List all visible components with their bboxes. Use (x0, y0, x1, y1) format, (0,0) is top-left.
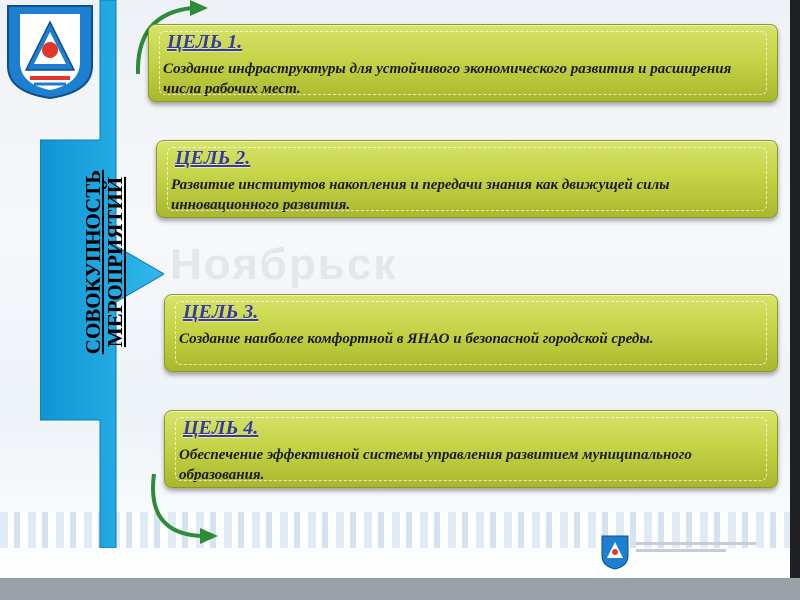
bottom-bar (0, 578, 800, 600)
goal-2-card (156, 140, 778, 218)
measures-title: СОВОКУПНОСТЬ МЕРОПРИЯТИЙ (81, 169, 127, 355)
goal-2-text: Развитие институтов накопления и передачи знания как движущей силы инновационного развития. (171, 177, 670, 213)
small-coat-of-arms-icon (600, 534, 630, 570)
goal-4-card (164, 410, 778, 488)
goal-4-text: Обеспечение эффективной системы управления развитием муниципального образования. (179, 447, 692, 483)
goal-1-title: ЦЕЛЬ 1. (167, 31, 243, 53)
background-watermark: Ноябрьск (170, 240, 398, 289)
goal-3-card (164, 294, 778, 372)
logo-caption-decoration (636, 540, 776, 556)
goal-2-title: ЦЕЛЬ 2. (175, 147, 251, 169)
goal-3-title: ЦЕЛЬ 3. (183, 301, 259, 323)
goal-4-title: ЦЕЛЬ 4. (183, 417, 259, 439)
goal-3-text: Создание наиболее комфортной в ЯНАО и безопасной городской среды. (179, 331, 654, 347)
goal-1-card (148, 24, 778, 102)
goal-1-text: Создание инфраструктуры для устойчивого экономического развития и расширения числа рабочих мест. (163, 61, 732, 97)
